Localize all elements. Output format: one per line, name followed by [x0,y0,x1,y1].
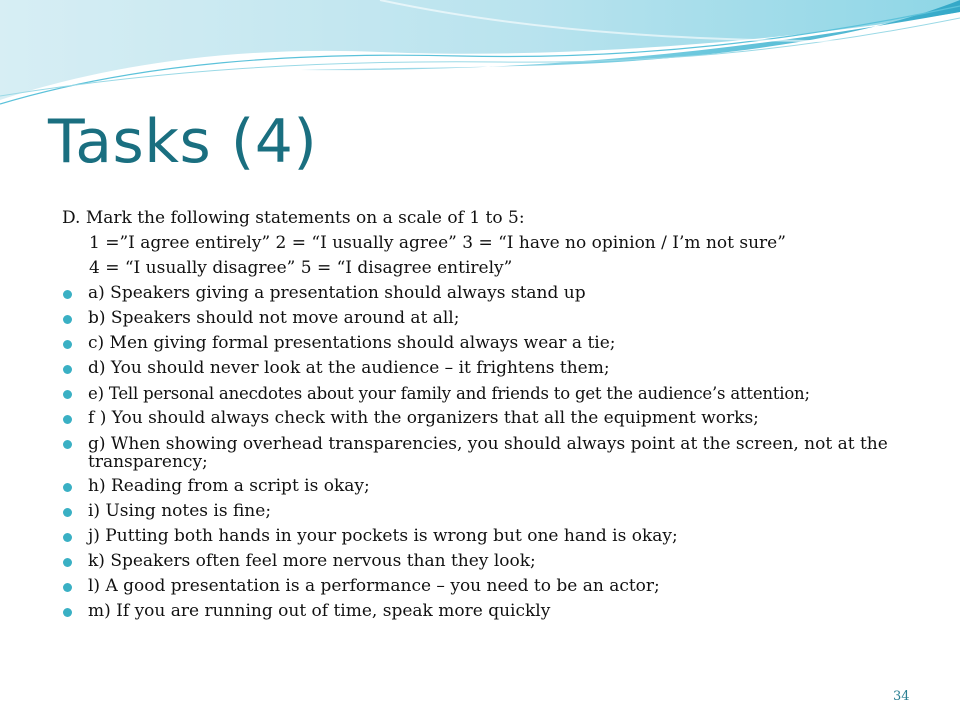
list-item [62,549,912,574]
page-number: 34 [893,689,910,704]
list-item [62,524,912,549]
list-item [62,431,912,474]
bullet-icon [63,483,72,492]
statement-text: a) Speakers giving a presentation should always stand up [88,283,586,303]
statement-text: h) Reading from a script is okay; [88,476,370,496]
statement-text: i) Using notes is fine; [88,501,272,521]
list-item [62,306,912,331]
list-item [62,406,912,431]
scale-line-2: 4 = “I usually disagree” 5 = “I disagree entirely” [89,258,513,278]
bullet-icon [63,583,72,592]
bullet-icon [63,608,72,617]
statement-text: f ) You should always check with the organizers that all the equipment works; [88,408,759,428]
list-item [62,331,912,356]
list-item [62,599,912,624]
scale-line-1: 1 =”I agree entirely” 2 = “I usually agree” 3 = “I have no opinion / I’m not sure” [89,233,786,253]
statement-text: l) A good presentation is a performance – you need to be an actor; [88,576,660,596]
list-item [62,499,912,524]
bullet-icon [63,558,72,567]
statement-text: d) You should never look at the audience – it frightens them; [88,358,610,378]
bullet-icon [63,290,72,299]
bullet-icon [63,365,72,374]
statement-text: m) If you are running out of time, speak more quickly [88,601,551,621]
statement-text: c) Men giving formal presentations should always wear a tie; [88,333,616,353]
bullet-icon [63,315,72,324]
bullet-icon [63,533,72,542]
slide-body [62,206,912,624]
list-item [62,356,912,381]
list-item [62,281,912,306]
statement-text: j) Putting both hands in your pockets is wrong but one hand is okay; [88,526,678,546]
bullet-icon [63,390,72,399]
statement-list [62,281,912,624]
statement-text: e) Tell personal anecdotes about your family and friends to get the audience’s attention; [88,384,810,403]
statement-text: g) When showing overhead transparencies, you should always point at the screen, not at the transparency; [88,434,888,472]
bullet-icon [63,340,72,349]
list-item [62,381,912,406]
slide-title: Tasks (4) [48,107,318,177]
statement-text: k) Speakers often feel more nervous than they look; [88,551,536,571]
list-item [62,574,912,599]
instruction-text: D. Mark the following statements on a scale of 1 to 5: [62,208,525,228]
header-wave-decoration [0,0,960,120]
statement-text: b) Speakers should not move around at all; [88,308,460,328]
bullet-icon [63,508,72,517]
list-item [62,474,912,499]
bullet-icon [63,440,72,449]
bullet-icon [63,415,72,424]
